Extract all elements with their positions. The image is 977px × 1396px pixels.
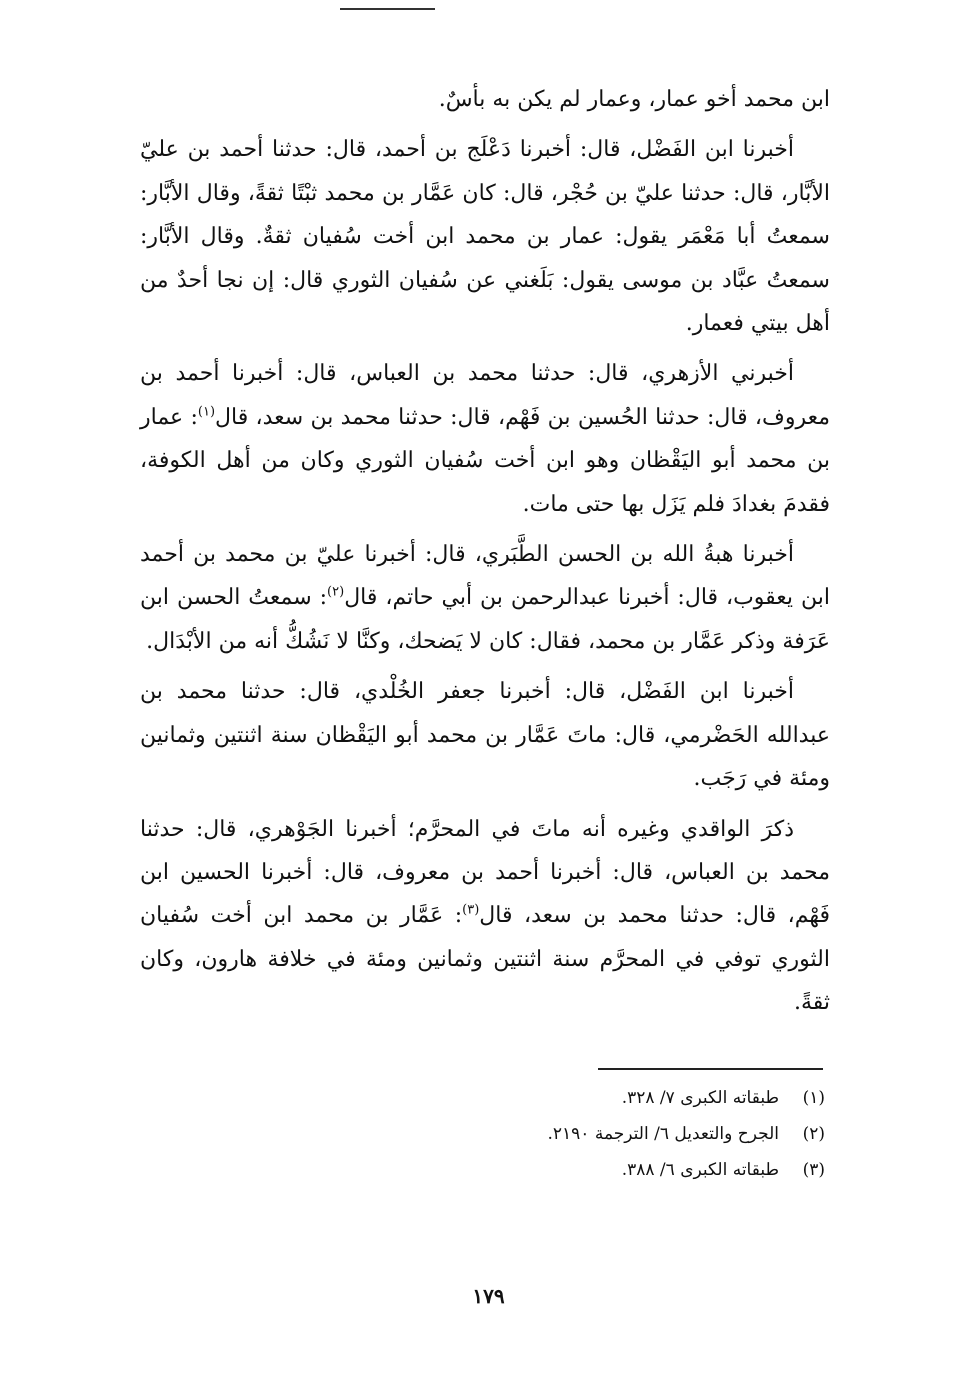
footnote-text: طبقاته الكبرى ٧/ ٣٢٨. [621, 1088, 779, 1108]
footnote-ref-2: (٢) [327, 585, 345, 601]
paragraph-3-text-before: أخبرني الأزهري، قال: حدثنا محمد بن العباس، قال: أخبرنا أحمد بن معروف، قال: حدثنا الحُسين بن فَهْم، قال: حدثنا محمد بن سعد، قال [140, 361, 830, 430]
footnote-text: طبقاته الكبرى ٦/ ٣٨٨. [621, 1160, 779, 1180]
footnote-1 [400, 1080, 825, 1116]
paragraph-3 [140, 352, 830, 526]
paragraph-4-text-before: أخبرنا هبةُ الله بن الحسن الطَّبَري، قال: أخبرنا عليّ بن محمد بن أحمد ابن يعقوب، قال: أخبرنا عبدالرحمن بن أبي حاتم، قال [140, 542, 830, 611]
footnote-number: (٢) [802, 1124, 825, 1144]
page-number: ١٧٩ [472, 1284, 505, 1308]
footnote-number: (١) [802, 1088, 825, 1108]
footnote-3 [400, 1152, 825, 1188]
footnote-ref-3: (٣) [462, 902, 480, 918]
footnote-ref-1: (١) [197, 404, 216, 420]
footnote-separator [598, 1068, 823, 1070]
paragraph-6-text-before: ذكرَ الواقدي وغيره أنه ماتَ في المحرَّم؛ أخبرنا الجَوْهري، قال: حدثنا محمد بن العباس، قال: أخبرنا أحمد بن معروف، قال: أخبرنا الحسين ابن فَهْم، قال: حدثنا محمد بن سعد، قال [140, 816, 831, 929]
paragraph-6 [140, 808, 830, 1025]
footnotes [400, 1080, 825, 1188]
footnote-number: (٣) [802, 1160, 825, 1180]
paragraph-6-text-after: : عَمَّار بن محمد ابن أخت سُفيان الثوري توفي في المحرَّم سنة اثنتين وثمانين ومئة في خلافة هارون، وكان ثقةً. [140, 903, 830, 1016]
main-text [140, 78, 830, 1032]
paragraph-4 [140, 533, 830, 663]
paragraph-5: أخبرنا ابن الفَضْل، قال: أخبرنا جعفر الخُلْدي، قال: حدثنا محمد بن عبدالله الحَضْرمي، قال: ماتَ عَمَّار بن محمد أبو اليَقْظان سنة اثنتين وثمانين ومئة في رَجَب. [140, 679, 830, 792]
paragraph-2: أخبرنا ابن الفَضْل، قال: أخبرنا دَعْلَج بن أحمد، قال: حدثنا أحمد بن عليّ الأبَّار، قال: حدثنا عليّ بن حُجْر، قال: كان عَمَّار بن محمد ثبْتًا ثقةً، وقال الأبَّار: سمعتُ أبا مَعْمَر يقول: عمار بن محمد ابن أخت سُفيان ثقةٌ. وقال الأبَّار: سمعتُ عبَّاد بن موسى يقول: بَلَغني عن سُفيان الثوري قال: إن نجا أحدٌ من أهل بيتي فعمار. [140, 137, 830, 337]
paragraph-4-text-after: : سمعتُ الحسن ابن عَرَفة وذكر عَمَّار بن محمد، فقال: كان لا يَضحك، وكنَّا لا نَشُكُّ أنه من الأبْدَال. [140, 585, 830, 654]
footnote-2 [400, 1116, 825, 1152]
top-rule-dash [345, 8, 357, 10]
paragraph-1: ابن محمد أخو عمار، وعمار لم يكن به بأسٌ. [438, 87, 830, 112]
paragraph-3-text-after: : عمار بن محمد أبو اليَقْظان وهو ابن أخت سُفيان الثوري وكان من أهل الكوفة، فقدمَ بغدادَ فلم يَزَل بها حتى مات. [140, 404, 830, 517]
footnote-text: الجرح والتعديل ٦/ الترجمة ٢١٩٠. [547, 1124, 779, 1144]
